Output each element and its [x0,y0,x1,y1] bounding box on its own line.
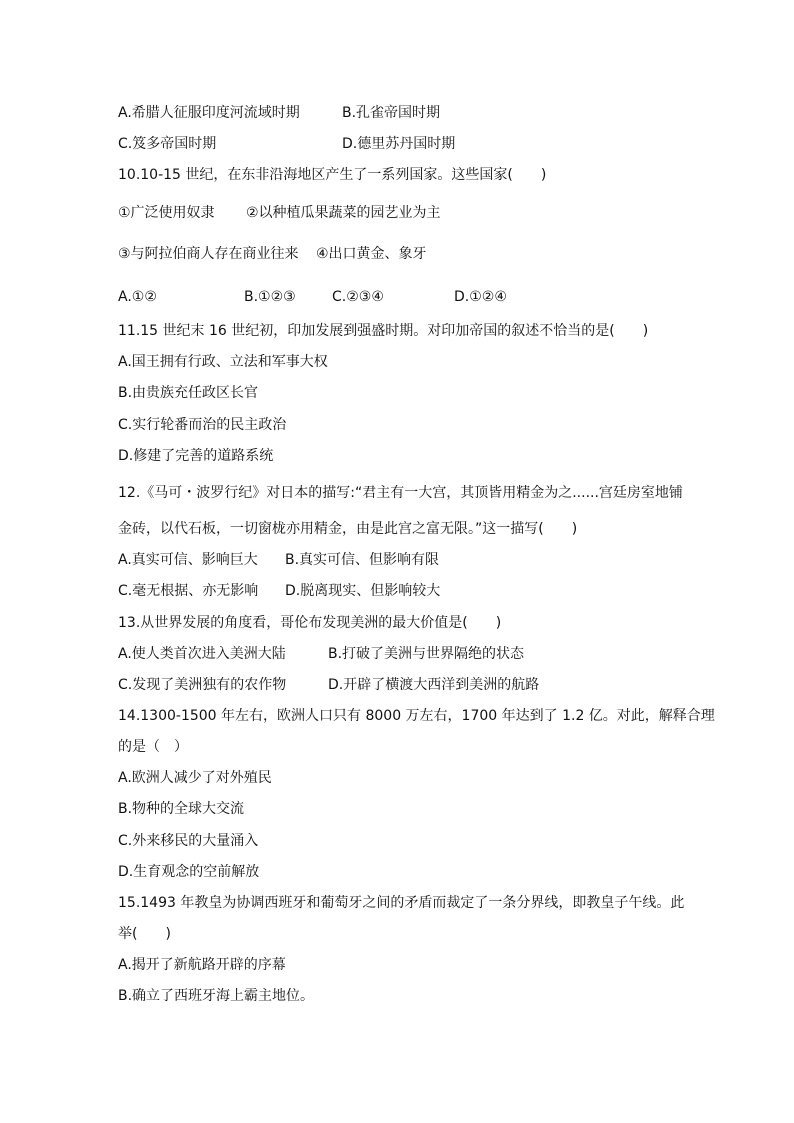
q14-stem-line2: 的是（ ） [118,739,188,755]
q13-option-b: B.打破了美洲与世界隔绝的状态 [328,646,525,662]
q13-option-a: A.使人类首次进入美洲大陆 [118,646,286,662]
q12-option-b: B.真实可信、但影响有限 [285,552,440,568]
q14-option-b: B.物种的全球大交流 [118,801,245,817]
q12-option-d: D.脱离现实、但影响较大 [285,583,441,599]
q11-stem: 11.15 世纪末 16 世纪初，印加发展到强盛时期。对印加帝国的叙述不恰当的是( ) [118,323,649,339]
q10-option-a: A.①② [118,289,157,305]
q10-statement-2: ②以种植瓜果蔬菜的园艺业为主 [246,205,441,221]
q10-option-c: C.②③④ [332,289,384,305]
q10-option-b: B.①②③ [244,289,296,305]
q15-option-a: A.揭开了新航路开辟的序幕 [118,957,286,973]
q9-option-d: D.德里苏丹国时期 [342,136,456,152]
q14-option-c: C.外来移民的大量涌入 [118,833,259,849]
q11-option-c: C.实行轮番而治的民主政治 [118,417,287,433]
q13-stem: 13.从世界发展的角度看，哥伦布发现美洲的最大价值是( ) [118,615,502,631]
q10-statement-1: ①广泛使用奴隶 [118,205,215,221]
q15-stem-line1: 15.1493 年教皇为协调西班牙和葡萄牙之间的矛盾而裁定了一条分界线，即教皇子午线。此 [118,895,685,911]
q11-option-b: B.由贵族充任政区长官 [118,385,259,401]
q10-statement-3: ③与阿拉伯商人存在商业往来 [118,246,299,262]
q11-option-d: D.修建了完善的道路系统 [118,448,274,464]
q14-option-d: D.生育观念的空前解放 [118,864,260,880]
q10-option-d: D.①②④ [454,289,507,305]
q15-stem-line2: 举( ) [118,926,171,942]
q14-option-a: A.欧洲人减少了对外殖民 [118,770,272,786]
q11-option-a: A.国王拥有行政、立法和军事大权 [118,354,328,370]
q13-option-c: C.发现了美洲独有的农作物 [118,677,287,693]
q10-statement-4: ④出口黄金、象牙 [316,246,427,262]
q14-stem-line1: 14.1300-1500 年左右，欧洲人口只有 8000 万左右，1700 年达到了 1.2 亿。对此，解释合理 [118,708,715,724]
q9-option-b: B.孔雀帝国时期 [342,105,441,121]
q10-stem: 10.10-15 世纪，在东非沿海地区产生了一系列国家。这些国家( ) [118,167,547,183]
q9-option-a: A.希腊人征服印度河流域时期 [118,105,300,121]
q13-option-d: D.开辟了横渡大西洋到美洲的航路 [328,677,540,693]
q12-option-a: A.真实可信、影响巨大 [118,552,258,568]
q12-stem-line2: 金砖，以代石板，一切窗栊亦用精金，由是此宫之富无限。”这一描写( ) [118,521,578,537]
q12-stem-line1: 12.《马可・波罗行纪》对日本的描写:“君主有一大宫，其顶皆用精金为之......宫廷房室地铺 [118,485,683,501]
q15-option-b: B.确立了西班牙海上霸主地位。 [118,988,315,1004]
q12-option-c: C.毫无根据、亦无影响 [118,583,259,599]
q9-option-c: C.笈多帝国时期 [118,136,217,152]
